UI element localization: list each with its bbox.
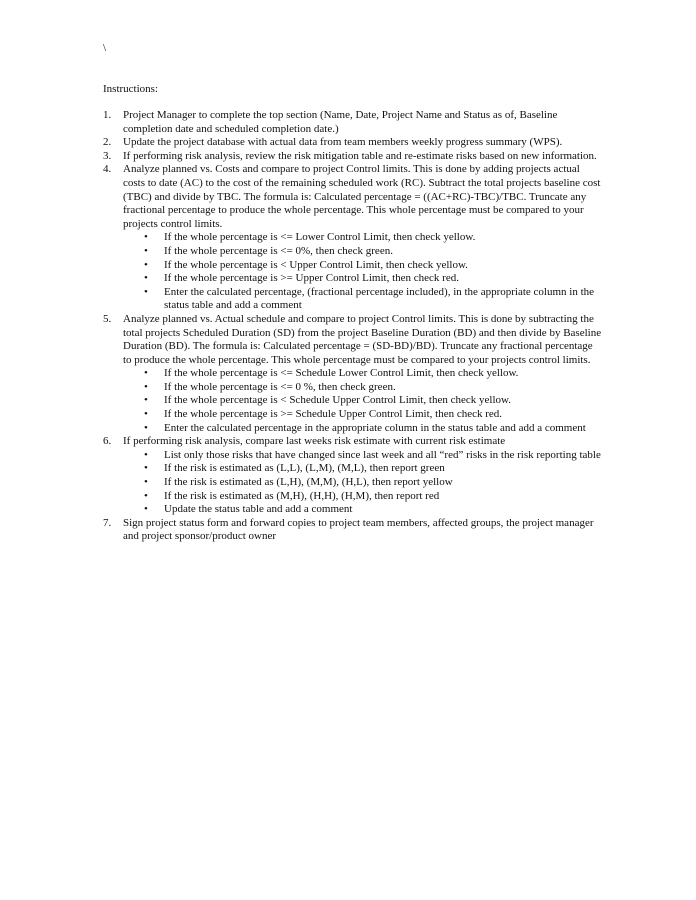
step-text: Update the project database with actual data from team members weekly progress summary (WPS). <box>123 136 563 149</box>
bullet-item: • If the risk is estimated as (L,H), (M,M), (H,L), then report yellow <box>144 476 453 489</box>
bullet-icon: • <box>144 367 148 380</box>
step-text: If performing risk analysis, compare last weeks risk estimate with current risk estimate <box>123 435 506 448</box>
bullet-item: • Enter the calculated percentage, (fractional percentage included), in the appropriate column in the status table and add a comment <box>144 285 595 312</box>
bullet-icon: • <box>144 408 148 421</box>
step-5 <box>103 313 603 435</box>
bullet-icon: • <box>144 476 148 489</box>
bullet-item: • If the whole percentage is >= Upper Control Limit, then check red. <box>144 272 459 285</box>
bullet-icon: • <box>144 231 148 244</box>
step-2 <box>103 136 603 150</box>
bullet-icon: • <box>144 258 148 271</box>
step-text: Analyze planned vs. Costs and compare to project Control limits. This is done by adding projects actual costs to date (AC) to the cost of the remaining scheduled work (RC). Subtract the total projects baseline cost (TBC) and divide by TBC. The formula is: Calculated percentage = ((AC+RC)-TBC)/TBC. Truncate any fractional percentage to produce the whole percentage. This whole percentage must be compared to your projects control limits. <box>123 163 601 230</box>
step-number: 7. <box>103 516 112 529</box>
bullet-item: • If the risk is estimated as (L,L), (L,M), (M,L), then report green <box>144 462 445 475</box>
step-6 <box>103 435 603 517</box>
bullet-icon: • <box>144 285 148 298</box>
step-number: 1. <box>103 109 112 121</box>
step-4 <box>103 163 603 313</box>
step-text: Project Manager to complete the top section (Name, Date, Project Name and Status as of, Baseline completion date and scheduled completion date.) <box>123 109 558 135</box>
instructions-list <box>103 109 603 544</box>
step-number: 4. <box>103 163 112 176</box>
step-number: 3. <box>103 149 112 162</box>
bullet-item: • Update the status table and add a comment <box>144 503 353 516</box>
bullet-item: • Enter the calculated percentage in the appropriate column in the status table and add a comment <box>144 421 586 434</box>
instructions-heading: Instructions: <box>103 83 158 95</box>
bullet-item: • List only those risks that have changed since last week and all “red” risks in the risk reporting table <box>144 448 601 461</box>
step-number: 6. <box>103 435 112 448</box>
step-5-bullets <box>123 367 603 435</box>
step-6-bullets <box>123 449 603 517</box>
bullet-item: • If the whole percentage is < Schedule Upper Control Limit, then check yellow. <box>144 394 511 407</box>
bullet-icon: • <box>144 394 148 407</box>
bullet-item: • If the whole percentage is <= 0%, then check green. <box>144 244 393 257</box>
bullet-icon: • <box>144 244 148 257</box>
step-1 <box>103 109 603 136</box>
bullet-item: • If the risk is estimated as (M,H), (H,H), (H,M), then report red <box>144 489 440 502</box>
bullet-icon: • <box>144 503 148 516</box>
bullet-item: • If the whole percentage is >= Schedule Upper Control Limit, then check red. <box>144 408 503 421</box>
bullet-icon: • <box>144 489 148 502</box>
bullet-icon: • <box>144 421 148 434</box>
step-7 <box>103 517 603 544</box>
bullet-item: • If the whole percentage is < Upper Control Limit, then check yellow. <box>144 258 468 271</box>
bullet-icon: • <box>144 380 148 393</box>
step-text: Sign project status form and forward copies to project team members, affected groups, the project manager and project sponsor/product owner <box>123 516 594 543</box>
bullet-icon: • <box>144 448 148 461</box>
bullet-item: • If the whole percentage is <= Lower Control Limit, then check yellow. <box>144 231 476 244</box>
step-text: Analyze planned vs. Actual schedule and compare to project Control limits. This is done by subtracting the total projects Scheduled Duration (SD) from the project Baseline Duration (BD) and then divide by Baseline Duration (BD). The formula is: Calculated percentage = (SD-BD)/BD). Truncate any fractional percentage to produce the whole percentage. This whole percentage must be compared to your projects control limits. <box>123 312 602 366</box>
bullet-icon: • <box>144 272 148 285</box>
step-4-bullets <box>123 231 603 313</box>
bullet-item: • If the whole percentage is <= Schedule Lower Control Limit, then check yellow. <box>144 367 519 380</box>
step-number: 5. <box>103 312 112 325</box>
bullet-icon: • <box>144 462 148 475</box>
step-number: 2. <box>103 136 112 149</box>
stray-backslash: \ <box>103 42 107 54</box>
bullet-item: • If the whole percentage is <= 0 %, then check green. <box>144 380 396 393</box>
step-3 <box>103 150 603 164</box>
step-text: If performing risk analysis, review the risk mitigation table and re-estimate risks based on new information. <box>123 149 597 162</box>
